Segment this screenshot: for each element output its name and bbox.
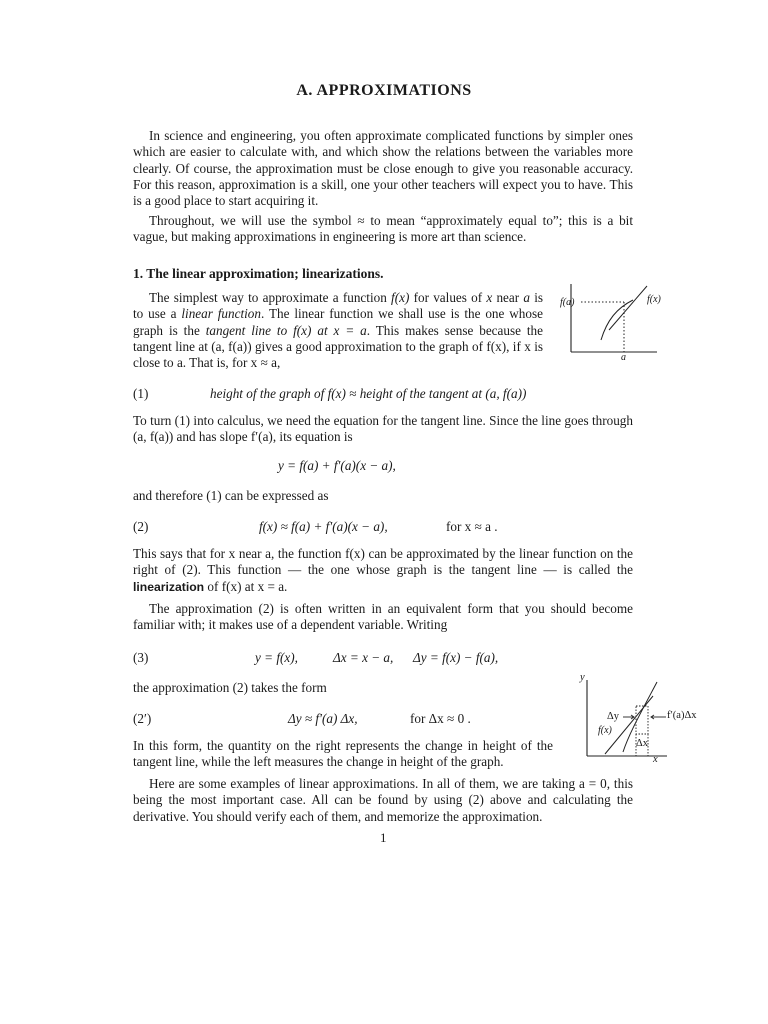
p6-text: the approximation (2) takes the form bbox=[133, 680, 327, 695]
differential-figure bbox=[565, 672, 675, 766]
p1-linear-function: linear function bbox=[181, 306, 261, 322]
p4-text-a: This says that for x near a, the function f(x) can be approximated by the linear function on the right of (2). This function — the one whose graph is the tangent line — is called the bbox=[133, 546, 633, 578]
p3-text: and therefore (1) can be expressed as bbox=[133, 488, 329, 503]
p1-text-b: for values of bbox=[409, 290, 487, 305]
p1-x: x bbox=[486, 290, 493, 305]
figure2-fx-label: f(x) bbox=[598, 725, 612, 736]
p5-text: The approximation (2) is often written in an equivalent form that you should become familiar with; it makes use of a dependent variable. Writing bbox=[133, 601, 633, 633]
equation-3-part-a: y = f(x), bbox=[255, 650, 298, 665]
section1-paragraph-7 bbox=[133, 738, 553, 771]
figure1-a-label: a bbox=[621, 352, 626, 363]
section1-paragraph-6 bbox=[133, 680, 553, 696]
section1-paragraph-1 bbox=[133, 290, 543, 371]
p1-text-a: The simplest way to approximate a function bbox=[149, 290, 392, 305]
section1-paragraph-8 bbox=[133, 776, 633, 825]
figure2-dy-label: Δy bbox=[607, 711, 620, 722]
p4-text-b: of f(x) at x = a. bbox=[204, 578, 288, 594]
page-title: A. APPROXIMATIONS bbox=[296, 82, 472, 99]
p1-fx: f(x) bbox=[391, 290, 410, 305]
p1-text-e: . The linear function we shall use is the one whose graph is the bbox=[133, 306, 543, 338]
figure1-fa-label: f(a) bbox=[560, 297, 575, 308]
equation-3-part-c: Δy = f(x) − f(a), bbox=[413, 650, 499, 665]
p1-text-d: is to use a bbox=[133, 290, 544, 322]
section1-paragraph-2 bbox=[133, 413, 633, 446]
p1-a: a bbox=[523, 290, 530, 305]
equation-2: f(x) ≈ f(a) + f′(a)(x − a), bbox=[259, 519, 388, 534]
linearization-term: linearization bbox=[133, 579, 205, 594]
intro-paragraph-2 bbox=[133, 213, 633, 246]
tangent-line-figure bbox=[555, 278, 665, 368]
equation-3-part-b: Δx = x − a, bbox=[333, 650, 394, 665]
page-number: 1 bbox=[380, 830, 387, 845]
tangent-equation: y = f(a) + f′(a)(x − a), bbox=[278, 458, 396, 473]
p1-text-c: near bbox=[492, 290, 524, 305]
section1-paragraph-3 bbox=[133, 488, 633, 504]
equation-3-number: (3) bbox=[133, 650, 149, 665]
equation-2prime-number: (2′) bbox=[133, 711, 152, 726]
p8-text: Here are some examples of linear approximations. In all of them, we are taking a = 0, this being the most important case. All can be found by using (2) above and calculating the derivative. You should verify each of them, and memorize the approximation. bbox=[133, 776, 633, 824]
p1-tangent-line: tangent line to f(x) at x = a bbox=[205, 322, 367, 338]
p7-text: In this form, the quantity on the right represents the change in height of the tangent line, while the left measures the change in height of the graph. bbox=[133, 738, 553, 770]
section-heading: 1. The linear approximation; linearizations. bbox=[133, 266, 384, 281]
section1-paragraph-4 bbox=[133, 546, 633, 595]
equation-1: height of the graph of f(x) ≈ height of the tangent at (a, f(a)) bbox=[210, 386, 527, 401]
equation-2-number: (2) bbox=[133, 519, 149, 534]
figure1-fx-label: f(x) bbox=[647, 294, 661, 305]
equation-2-condition: for x ≈ a . bbox=[446, 519, 498, 534]
equation-2prime: Δy ≈ f′(a) Δx, bbox=[288, 711, 358, 726]
p1-text-f: . This makes sense because the tangent line at (a, f(a)) gives a good approximation to the graph of f(x), if x is close to a. That is, for x ≈ a, bbox=[133, 322, 544, 371]
figure2-x-label: x bbox=[653, 754, 658, 765]
tangent-line bbox=[609, 286, 647, 330]
intro-text-1: In science and engineering, you often approximate complicated functions by simpler ones which are easier to calculate with, and which show the relations between the variables more clearly. Of course, the approximation must be close enough to give you reasonable accuracy. For this reason, approximation is a skill, one your other teachers will expect you to have. This is a good place to start acquiring it. bbox=[133, 128, 633, 209]
p2-text: To turn (1) into calculus, we need the equation for the tangent line. Since the line goes through (a, f(a)) and has slope f′(a), its equation is bbox=[133, 413, 633, 445]
section1-paragraph-5 bbox=[133, 601, 633, 634]
figure2-y-label: y bbox=[580, 672, 585, 683]
figure2-dx-label: Δx bbox=[636, 738, 649, 749]
equation-2prime-condition: for Δx ≈ 0 . bbox=[410, 711, 471, 726]
figure2-fprime-label: f′(a)Δx bbox=[667, 710, 697, 721]
intro-text-2: Throughout, we will use the symbol ≈ to mean “approximately equal to”; this is a bit vague, but making approximations in engineering is more art than science. bbox=[133, 213, 633, 245]
intro-paragraph-1 bbox=[133, 128, 633, 209]
equation-1-number: (1) bbox=[133, 386, 149, 401]
